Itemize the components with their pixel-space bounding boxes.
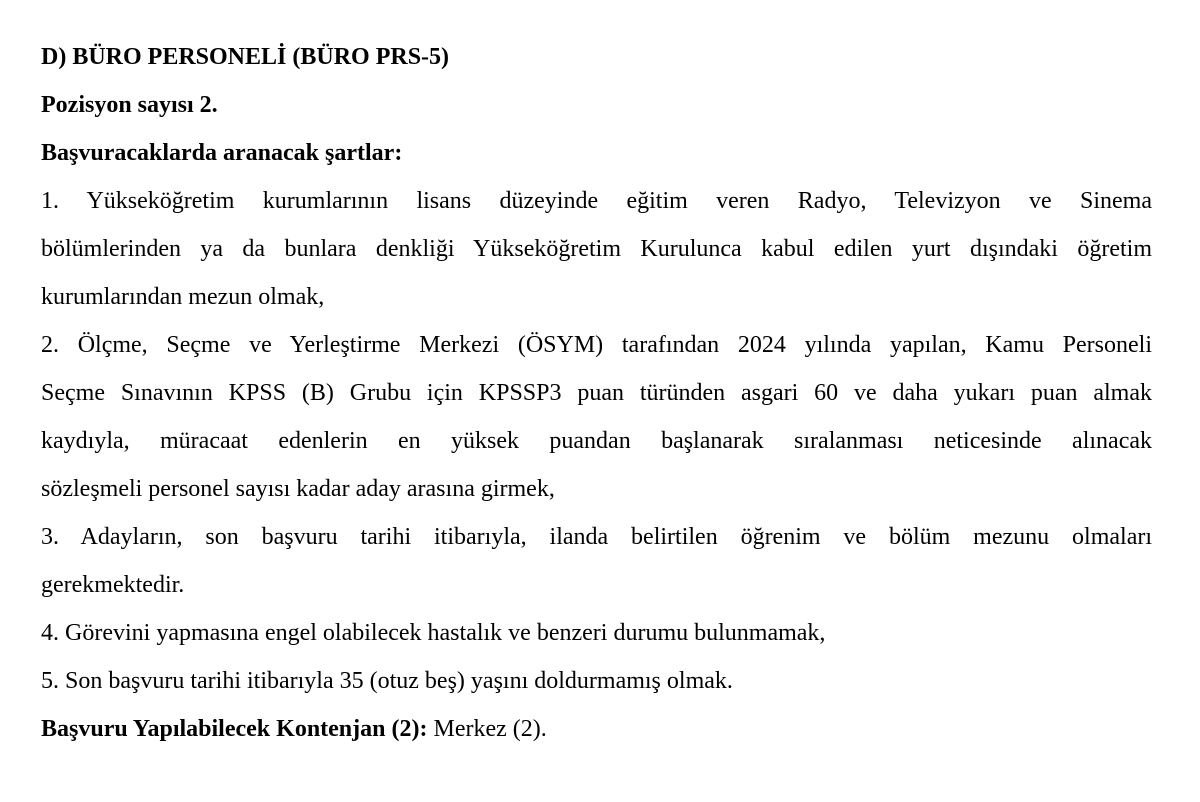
quota-value: Merkez (2).	[427, 716, 547, 742]
quota-line	[41, 705, 1152, 753]
section-title: D) BÜRO PERSONELİ (BÜRO PRS-5)	[41, 44, 450, 70]
requirement-line: gerekmektedir.	[41, 572, 185, 598]
requirement-1	[41, 177, 1152, 321]
position-count: Pozisyon sayısı 2.	[41, 92, 218, 118]
requirements-heading: Başvuracaklarda aranacak şartlar:	[41, 140, 403, 166]
requirement-4	[41, 609, 1152, 657]
requirement-2	[41, 321, 1152, 513]
requirement-line: kurumlarından mezun olmak,	[41, 284, 325, 310]
requirement-line: 2. Ölçme, Seçme ve Yerleştirme Merkezi (ÖSYM) tarafından 2024 yılında yapılan, Kamu Personeli	[41, 332, 1152, 358]
requirement-line: bölümlerinden ya da bunlara denkliği Yükseköğretim Kurulunca kabul edilen yurt dışındaki öğretim	[41, 236, 1152, 262]
requirement-3	[41, 513, 1152, 609]
quota-label: Başvuru Yapılabilecek Kontenjan (2):	[41, 716, 428, 742]
requirement-line: 5. Son başvuru tarihi itibarıyla 35 (otuz beş) yaşını doldurmamış olmak.	[41, 668, 733, 694]
requirement-line: sözleşmeli personel sayısı kadar aday arasına girmek,	[41, 476, 555, 502]
requirement-line: 4. Görevini yapmasına engel olabilecek hastalık ve benzeri durumu bulunmamak,	[41, 620, 826, 646]
requirement-line: 3. Adayların, son başvuru tarihi itibarıyla, ilanda belirtilen öğrenim ve bölüm mezunu olmaları	[41, 524, 1152, 550]
requirement-line: 1. Yükseköğretim kurumlarının lisans düzeyinde eğitim veren Radyo, Televizyon ve Sinema	[41, 188, 1152, 214]
requirement-5	[41, 657, 1152, 705]
requirement-line: Seçme Sınavının KPSS (B) Grubu için KPSSP3 puan türünden asgari 60 ve daha yukarı puan almak	[41, 380, 1152, 406]
requirement-line: kaydıyla, müracaat edenlerin en yüksek puandan başlanarak sıralanması neticesinde alınacak	[41, 428, 1152, 454]
